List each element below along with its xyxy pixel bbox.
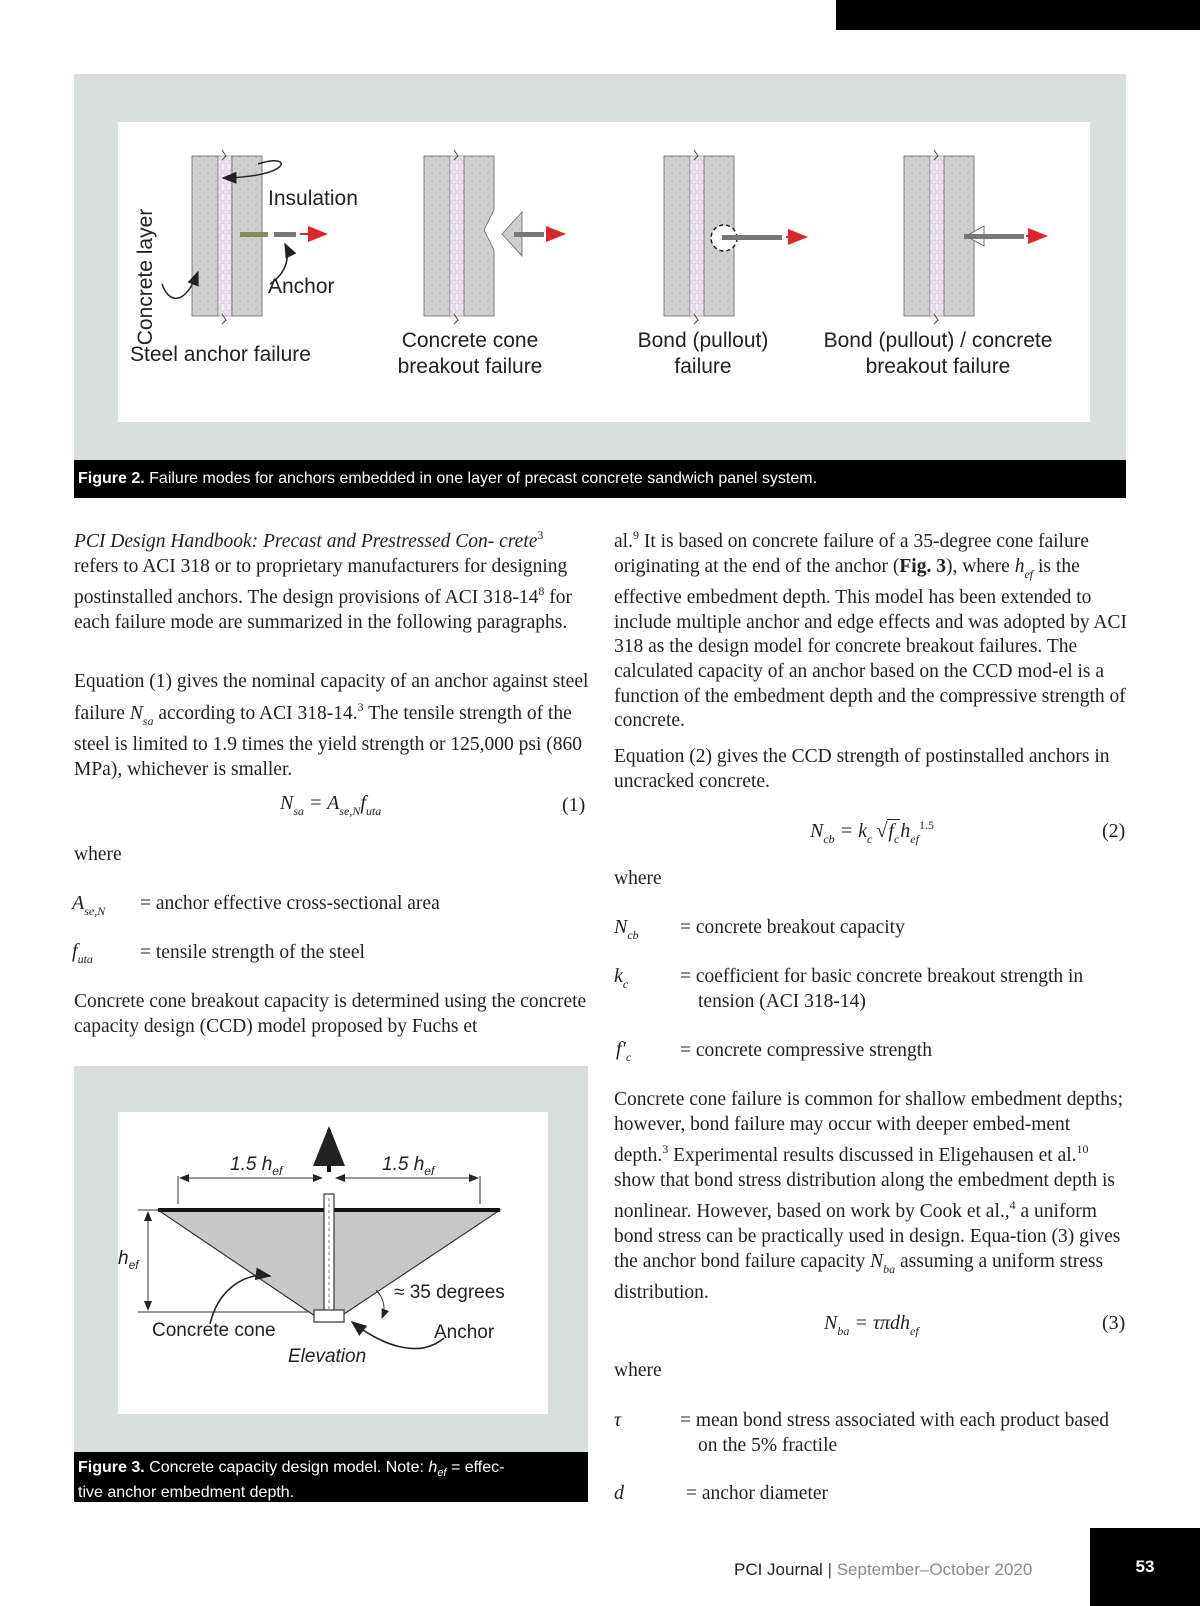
def-text-kc: = coefficient for basic concrete breakout strength in tension (ACI 318-14): [680, 966, 1084, 1012]
def-symbol-Ncb: $N_{cb}$: [614, 916, 639, 942]
def-text-fc: = concrete compressive strength: [680, 1040, 932, 1061]
def-symbol-fc: $f'_c$: [616, 1038, 632, 1064]
top-black-bar: [836, 0, 1200, 30]
def-symbol-f: $f_{uta}$: [72, 940, 93, 966]
equation-2: $N_{cb} = k_c$ $√f_ch_{ef}^{1.5}$: [810, 818, 934, 846]
page-number: 53: [1090, 1528, 1200, 1606]
concrete-layer-label: Concrete layer: [134, 208, 157, 346]
right-where-2: where: [614, 1360, 662, 1381]
def-text-Ncb: = concrete breakout capacity: [680, 917, 905, 938]
right-where-1: where: [614, 868, 662, 889]
def-symbol-tau: τ: [614, 1409, 622, 1431]
figure-2-caption: Figure 2. Failure modes for anchors embedded in one layer of precast concrete sandwich panel system.: [74, 460, 1126, 498]
panel-cone-failure: [424, 150, 564, 324]
figure-3-caption: Figure 3. Concrete capacity design model. Note: $h_{ef}$ = effec- tive anchor embedment depth.: [74, 1452, 588, 1502]
mode-steel-label: Steel anchor failure: [130, 343, 311, 366]
right-paragraph-3: Concrete cone failure is common for shallow embedment depths; however, bond failure may occur with deeper embed-ment depth.$^3$ Experimental results discussed in Eligehausen et al.$^{10}$ show that bond stress distribution along the embedment depth is nonlinear. However, based on work by Cook et al.,$^4$ a uniform bond stress can be practically used in design. Equa-tion (3) gives the anchor bond failure capacity $N_{ba}$ assuming a uniform stress distribution.: [614, 1089, 1124, 1304]
mode-bond-label: Bond (pullout) failure: [637, 329, 769, 378]
equation-3: $N_{ba} = \tau\pi dh_{ef}$: [824, 1312, 919, 1338]
def-text-A: = anchor effective cross-sectional area: [140, 893, 440, 914]
def-text-f: = tensile strength of the steel: [140, 942, 365, 963]
mode-cone-label: Concrete cone breakout failure: [397, 329, 543, 378]
def-symbol-A: $A_{se,N}$: [72, 892, 106, 918]
elevation-label: Elevation: [288, 1346, 367, 1367]
equation-2-number: (2): [1102, 820, 1126, 842]
equation-3-number: (3): [1102, 1312, 1126, 1334]
hef-label: $h_{ef}$: [118, 1248, 139, 1272]
def-text-tau: = mean bond stress associated with each product based on the 5% fractile: [680, 1410, 1110, 1456]
def-text-d: = anchor diameter: [686, 1483, 829, 1504]
angle-label: ≈ 35 degrees: [394, 1282, 505, 1303]
left-paragraph-1: PCI Design Handbook: Precast and Prestressed Con- crete$^3$ refers to ACI 318 or to proprietary manufacturers for designing postinstalled anchors. The design provisions of ACI $318-14^8$ for each failure mode are summarized in the following paragraphs.: [74, 528, 572, 633]
anchor-label: Anchor: [268, 275, 335, 298]
left-paragraph-2: Equation (1) gives the nominal capacity of an anchor against steel failure $N_{sa}$ according to ACI 318-14.$^3$ The tensile strength of the steel is limited to 1.9 times the yield strength or 125,000 psi (860 MPa), whichever is smaller.: [74, 671, 589, 780]
left-paragraph-3: Concrete cone breakout capacity is determined using the concrete capacity design (CCD) model proposed by Fuchs et: [74, 991, 587, 1037]
figure-3-illustration: [118, 1112, 548, 1414]
dim-right-label: 1.5 $h_{ef}$: [382, 1154, 435, 1178]
equation-1: $N_{sa} = A_{se,N}f_{uta}$: [280, 792, 382, 818]
left-where: where: [74, 844, 122, 865]
right-paragraph-2: Equation (2) gives the CCD strength of postinstalled anchors in uncracked concrete.: [614, 746, 1110, 792]
equation-1-number: (1): [562, 794, 586, 816]
def-symbol-kc: $k_c$: [614, 965, 629, 991]
panel-bond-failure: [664, 150, 806, 324]
panel-bond-cone-failure: [904, 150, 1046, 324]
dim-left-label: 1.5 $h_{ef}$: [230, 1154, 283, 1178]
anchor-label-fig3: Anchor: [434, 1322, 495, 1343]
figure-2-illustration: [118, 122, 1090, 422]
footer-journal: PCI Journal | September–October 2020: [734, 1560, 1033, 1579]
figure-2: [74, 74, 1126, 498]
mode-bond-cone-label: Bond (pullout) / concrete breakout failure: [823, 329, 1053, 378]
insulation-label: Insulation: [268, 187, 358, 210]
figure-3: [74, 1066, 588, 1502]
def-symbol-d: d: [614, 1482, 624, 1504]
right-paragraph-1: al.$^9$ It is based on concrete failure of a 35-degree cone failure originating at the end of the anchor (Fig. 3), where $h_{ef}$ is the effective embedment depth. This model has been extended to include multiple anchor and edge effects and was adopted by ACI 318 as the design model for concrete breakout failures. The calculated capacity of an anchor based on the CCD mod-el is a function of the embedment depth and the compressive strength of concrete.: [614, 528, 1127, 732]
cone-label: Concrete cone: [152, 1320, 276, 1341]
